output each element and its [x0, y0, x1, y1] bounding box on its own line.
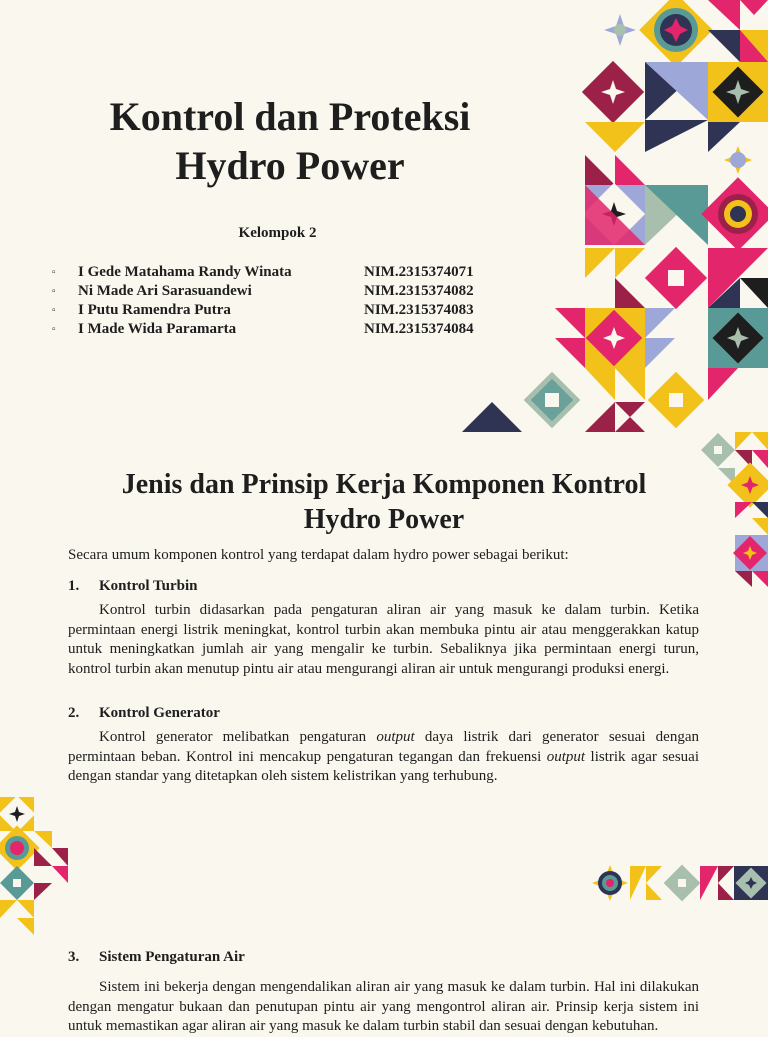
emphasis-text: output — [376, 729, 415, 745]
item-heading — [68, 577, 699, 597]
item-number: 2. — [68, 705, 80, 721]
section-heading-line2: Hydro Power — [303, 504, 465, 535]
paragraph-text: Kontrol generator melibatkan pengaturan — [99, 729, 377, 745]
bullet-icon: ▫ — [52, 305, 56, 316]
member-row — [52, 320, 502, 339]
paragraph-text: listrik agar sesuai dengan standar yang ditetapkan oleh sistem kelistrikan yang terhubung. — [68, 748, 699, 784]
section-heading — [60, 467, 708, 537]
member-nim: NIM.2315374083 — [364, 302, 474, 318]
item-heading — [68, 704, 699, 724]
member-row — [52, 282, 502, 301]
cover-title — [60, 92, 520, 190]
member-nim: NIM.2315374082 — [364, 283, 474, 299]
member-row — [52, 263, 502, 282]
member-row — [52, 301, 502, 320]
item-paragraph: Kontrol turbin didasarkan pada pengaturan aliran air yang masuk ke dalam turbin. Ketika permintaan energi listrik meningkat, kontrol turbin akan membuka pintu air atau menggerakkan katup untuk meningkatkan jumlah air yang mengalir ke turbin. Sebaliknya jika permintaan energi turun, kontrol turbin akan menutup pintu air atau mengurangi aliran air untuk mengurangi produksi energi. — [68, 602, 699, 677]
item-title: Kontrol Turbin — [99, 578, 198, 594]
member-nim: NIM.2315374071 — [364, 264, 474, 280]
item-number: 3. — [68, 949, 80, 965]
item-number: 1. — [68, 578, 80, 594]
tribal-pattern-right-edge — [701, 432, 768, 587]
paragraph-text: daya listrik dari generator sesuai dengan permintaan beban. Kontrol ini mencakup pengaturan tegangan dan frekuensi — [68, 729, 699, 765]
section-intro: Secara umum komponen kontrol yang terdapat dalam hydro power sebagai berikut: — [68, 547, 569, 563]
member-name: I Gede Matahama Randy Winata — [78, 264, 292, 280]
member-list — [52, 263, 502, 339]
tribal-pattern-top-right — [462, 0, 768, 432]
member-name: I Made Wida Paramarta — [78, 321, 237, 337]
member-name: I Putu Ramendra Putra — [78, 302, 231, 318]
item-title: Sistem Pengaturan Air — [99, 949, 245, 965]
member-name: Ni Made Ari Sarasuandewi — [78, 283, 252, 299]
group-label: Kelompok 2 — [238, 225, 317, 241]
tribal-pattern-bottom-left — [0, 796, 68, 935]
bullet-icon: ▫ — [52, 267, 56, 278]
bullet-icon: ▫ — [52, 286, 56, 297]
emphasis-text: output — [546, 748, 586, 765]
member-nim: NIM.2315374084 — [364, 321, 474, 337]
item-title: Kontrol Generator — [99, 705, 220, 721]
tribal-pattern-bottom-right — [592, 865, 768, 902]
item-paragraph: Sistem ini bekerja dengan mengendalikan aliran air yang masuk ke dalam turbin. Hal ini dilakukan dengan mengatur bukaan dan penutupan pintu air yang mengontrol aliran air. Prinsip kerja sistem ini untuk memastikan agar aliran air yang masuk ke dalam turbin stabil dan sesuai dengan kebutuhan. — [68, 979, 699, 1034]
bullet-icon: ▫ — [52, 324, 56, 335]
cover-title-line2: Hydro Power — [175, 143, 405, 188]
cover-title-line1: Kontrol dan Proteksi — [109, 94, 471, 139]
item-paragraph — [68, 728, 699, 787]
item-heading — [68, 948, 699, 968]
section-heading-line1: Jenis dan Prinsip Kerja Komponen Kontrol — [121, 469, 647, 500]
